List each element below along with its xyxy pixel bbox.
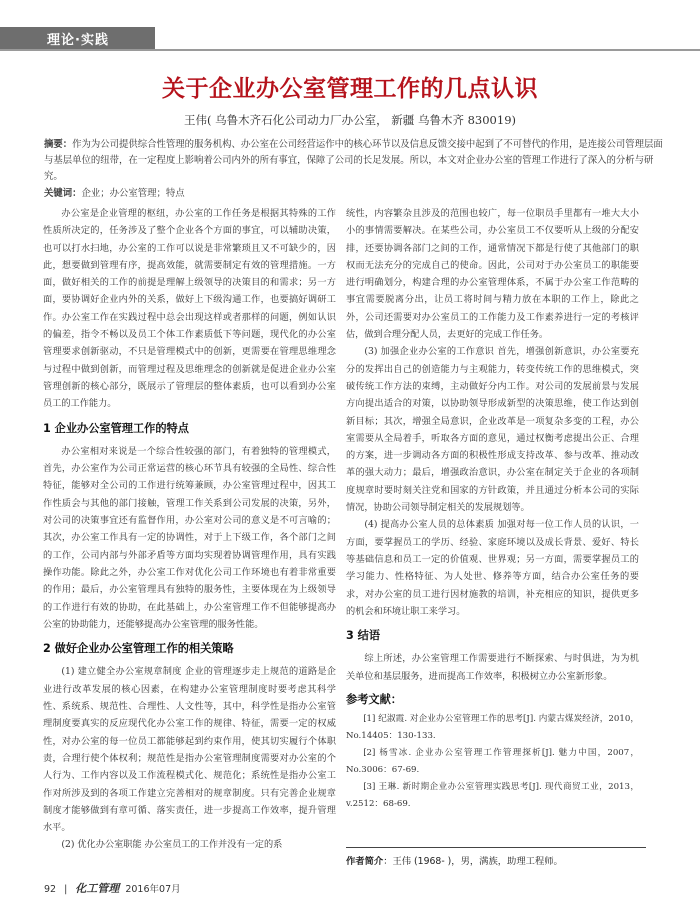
issue-date: 2016年07月 <box>125 884 181 895</box>
reference-item: [3] 王琳. 新时期企业办公室管理实践思考[J]. 现代商贸工业，2013，v.2512：68-69. <box>346 782 639 810</box>
section-heading-1: 1 企业办公室管理工作的特点 <box>43 421 189 435</box>
bio-divider <box>346 847 646 848</box>
references-heading: 参考文献： <box>346 693 402 707</box>
bio-text: ：王伟 (1968- )，男，满族，助理工程师。 <box>383 856 563 867</box>
intro-paragraph: 办公室是企业管理的枢纽，办公室的工作任务是根据其特殊的工作性质所决定的，任务涉及了整个企业各个方面的事宜，可以辅助决策，也可以打水扫地，办公室的工作可以说是非常繁琐且又不可缺少的，因此，想要做到管理有序，提高效能，就需要制定有效的管理措施。一方面，做好相关的工作的前提是理解上级领导的决策目的和需求；另一方面，要协调好企业内外的关系，做好上下级沟通工作，也要搞好调研工作。办公室工作在实践过程中总会出现这样或者那样的问题，例如认识的偏差，指令不畅以及员工个体工作素质低下等问题，现代化的办公室管理要求创新驱动，不只是管理模式中的创新，更需要在管理思维理念与过程中做到创新，而管理过程及思维理念的创新就是促进企业办公室管理创新的核心部分，既展示了管理层的整体素质，也可以看到办公室员工的工作能力。 <box>43 208 336 410</box>
reference-item: [2] 杨雪冰. 企业办公室管理工作管理探析[J]. 魅力中国，2007，No.3006：67-69. <box>346 748 639 776</box>
keywords-text: 企业；办公室管理；特点 <box>81 188 185 199</box>
section-heading-2: 2 做好企业办公室管理工作的相关策略 <box>43 642 234 656</box>
section-heading-3: 3 结语 <box>346 629 381 643</box>
bio-label: 作者简介 <box>346 856 384 867</box>
section-tag-bar <box>0 27 700 51</box>
footer-separator: | <box>64 884 68 895</box>
section-tag: 理论·实践 <box>47 33 109 48</box>
right-column <box>346 205 639 813</box>
abstract <box>44 137 666 186</box>
keywords-label: 关键词： <box>44 188 82 199</box>
section-2-paragraph-2-cont: 统性，内容繁杂且涉及的范围也较广，每一位职员手里都有一堆大大小小的事情需要解决。在某些公司，办公室员工不仅要听从上级的分配安排，还要协调各部门之间的工作，通常情况下都是行使了其他部门的职权而无法充分的完成自己的使命。因此，公司对于办公室员工的职能要进行明确划分，构建合理的办公室管理体系，不属于办公室工作范畴的事宜需要脱离分出，让员工将时间与精力放在本职的工作上，除此之外，公司还需要对办公室员工的工作能力及工作素养进行一定的考核评估，做到合理分配人员，去更好的完成工作任务。 <box>346 208 639 341</box>
left-column <box>43 205 336 854</box>
article-title: 关于企业办公室管理工作的几点认识 <box>162 76 538 102</box>
section-2-paragraph-1: (1) 建立健全办公室规章制度 企业的管理逐步走上规范的道路是企业进行改革发展的核心因素，在构建办公室管理制度时要考虑其科学性、系统系、规范性、合理性、人文性等，其中，科学性是指办公室管理制度要真实的反应现代化办公室工作的规律、特征，需要一定的权威性，对办公室的每一位员工都能够起到约束作用，使其切实履行个体职责，合理行使个体权利；规范性是指办公室管理制度需要对办公室的个人行为、工作内容以及工作流程模式化、规范化；系统性是指办公室工作对所涉及到的各项工作建立完善相对的规章制度。只有完善企业规章制度才能够做到有章可循、落实责任，进一步提高工作效率，提升管理水平。 <box>43 666 336 834</box>
section-2-paragraph-2-start: (2) 优化办公室职能 办公室员工的工作并没有一定的系 <box>61 839 283 851</box>
section-rule <box>0 49 700 51</box>
abstract-text: 作为为公司提供综合性管理的服务机构、办公室在公司经营运作中的核心环节以及信息反馈交接中起到了不可替代的作用，是连接公司管理层面与基层单位的纽带，在一定程度上影响着公司内外的所有事宜，保障了公司的长足发展。所以，本文对企业办公室的管理工作进行了深入的分析与研究。 <box>44 139 663 183</box>
conclusion-paragraph: 综上所述，办公室管理工作需要进行不断探索、与时俱进，为为机关单位和基层服务，进而提高工作效率，积极树立办公室新形象。 <box>346 653 639 682</box>
abstract-label: 摘要： <box>44 139 73 150</box>
author-line: 王伟( 乌鲁木齐石化公司动力厂办公室， 新疆 乌鲁木齐 830019) <box>184 113 516 127</box>
section-1-paragraph: 办公室相对来说是一个综合性较强的部门，有着独特的管理模式，首先，办公室作为公司正常运营的核心环节具有较强的全局性、综合性特征，能够对全公司的工作进行统筹兼顾，办公室管理过程中，因其工作性质会与其他的部门接触，管理工作关系到公司发展的决策，另外，对公司的决策事宜还有监督作用，办公室对公司的意义是不可言喻的；其次，办公室工作具有一定的协调性，对于上下级工作，各个部门之间的工作，公司内部与外部矛盾等方面均实现着协调管理作用，具有实践操作功能。除此之外，办公室工作对优化公司工作环境也有着非常重要的作用；最后，办公室管理具有独特的服务性，主要体现在为上级领导的工作进行有效的协助，在此基础上，办公室管理工作不但能够提高办公室的协助能力，还能够提高办公室管理的服务性能。 <box>43 445 336 630</box>
section-2-paragraph-4: (4) 提高办公室人员的总体素质 加强对每一位工作人员的认识，一方面，要掌握员工的学历、经验、家庭环境以及成长背景、爱好、特长等基础信息和员工一定的价值观、世界观；另一方面，需要掌握员工的学习能力、性格特征、为人处世、修养等方面，结合办公室任务的要求，对办公室的员工进行因材施教的培训，补充相应的知识，提供更多的机会和环境让职工来学习。 <box>346 519 639 617</box>
section-2-paragraph-3: (3) 加强企业办公室的工作意识 首先，增强创新意识，办公室要充分的发挥出自己的创造能力与主观能力，转变传统工作的思维模式，突破传统工作方法的束缚，主动做好分内工作。对公司的发展前景与发展方向提出适合的对策，以协助领导形成新型的决策思维，使工作达到创新目标；其次，增强全局意识，企业改革是一项复杂多变的工程，办公室需要从全局着手，听取各方面的意见，通过权衡考虑提出公正、合理的方案，进一步调动各方面的积极性形成支持改革、参与改革、推动改革的强大动力；最后，增强政治意识，办公室在制定关于企业的各项制度规章时要时刻关注党和国家的方针政策，并且通过分析本公司的实际情况，协助公司领导制定相关的发展规划等。 <box>346 346 639 514</box>
page-number: 92 <box>44 884 57 895</box>
reference-item: [1] 纪淑霞. 对企业办公室管理工作的思考[J]. 内蒙古煤炭经济，2010，No.14405：130-133. <box>346 714 639 742</box>
page-footer <box>44 880 181 896</box>
author-bio <box>346 853 563 867</box>
magazine-name: 化工管理 <box>75 882 120 895</box>
keywords <box>44 186 666 202</box>
